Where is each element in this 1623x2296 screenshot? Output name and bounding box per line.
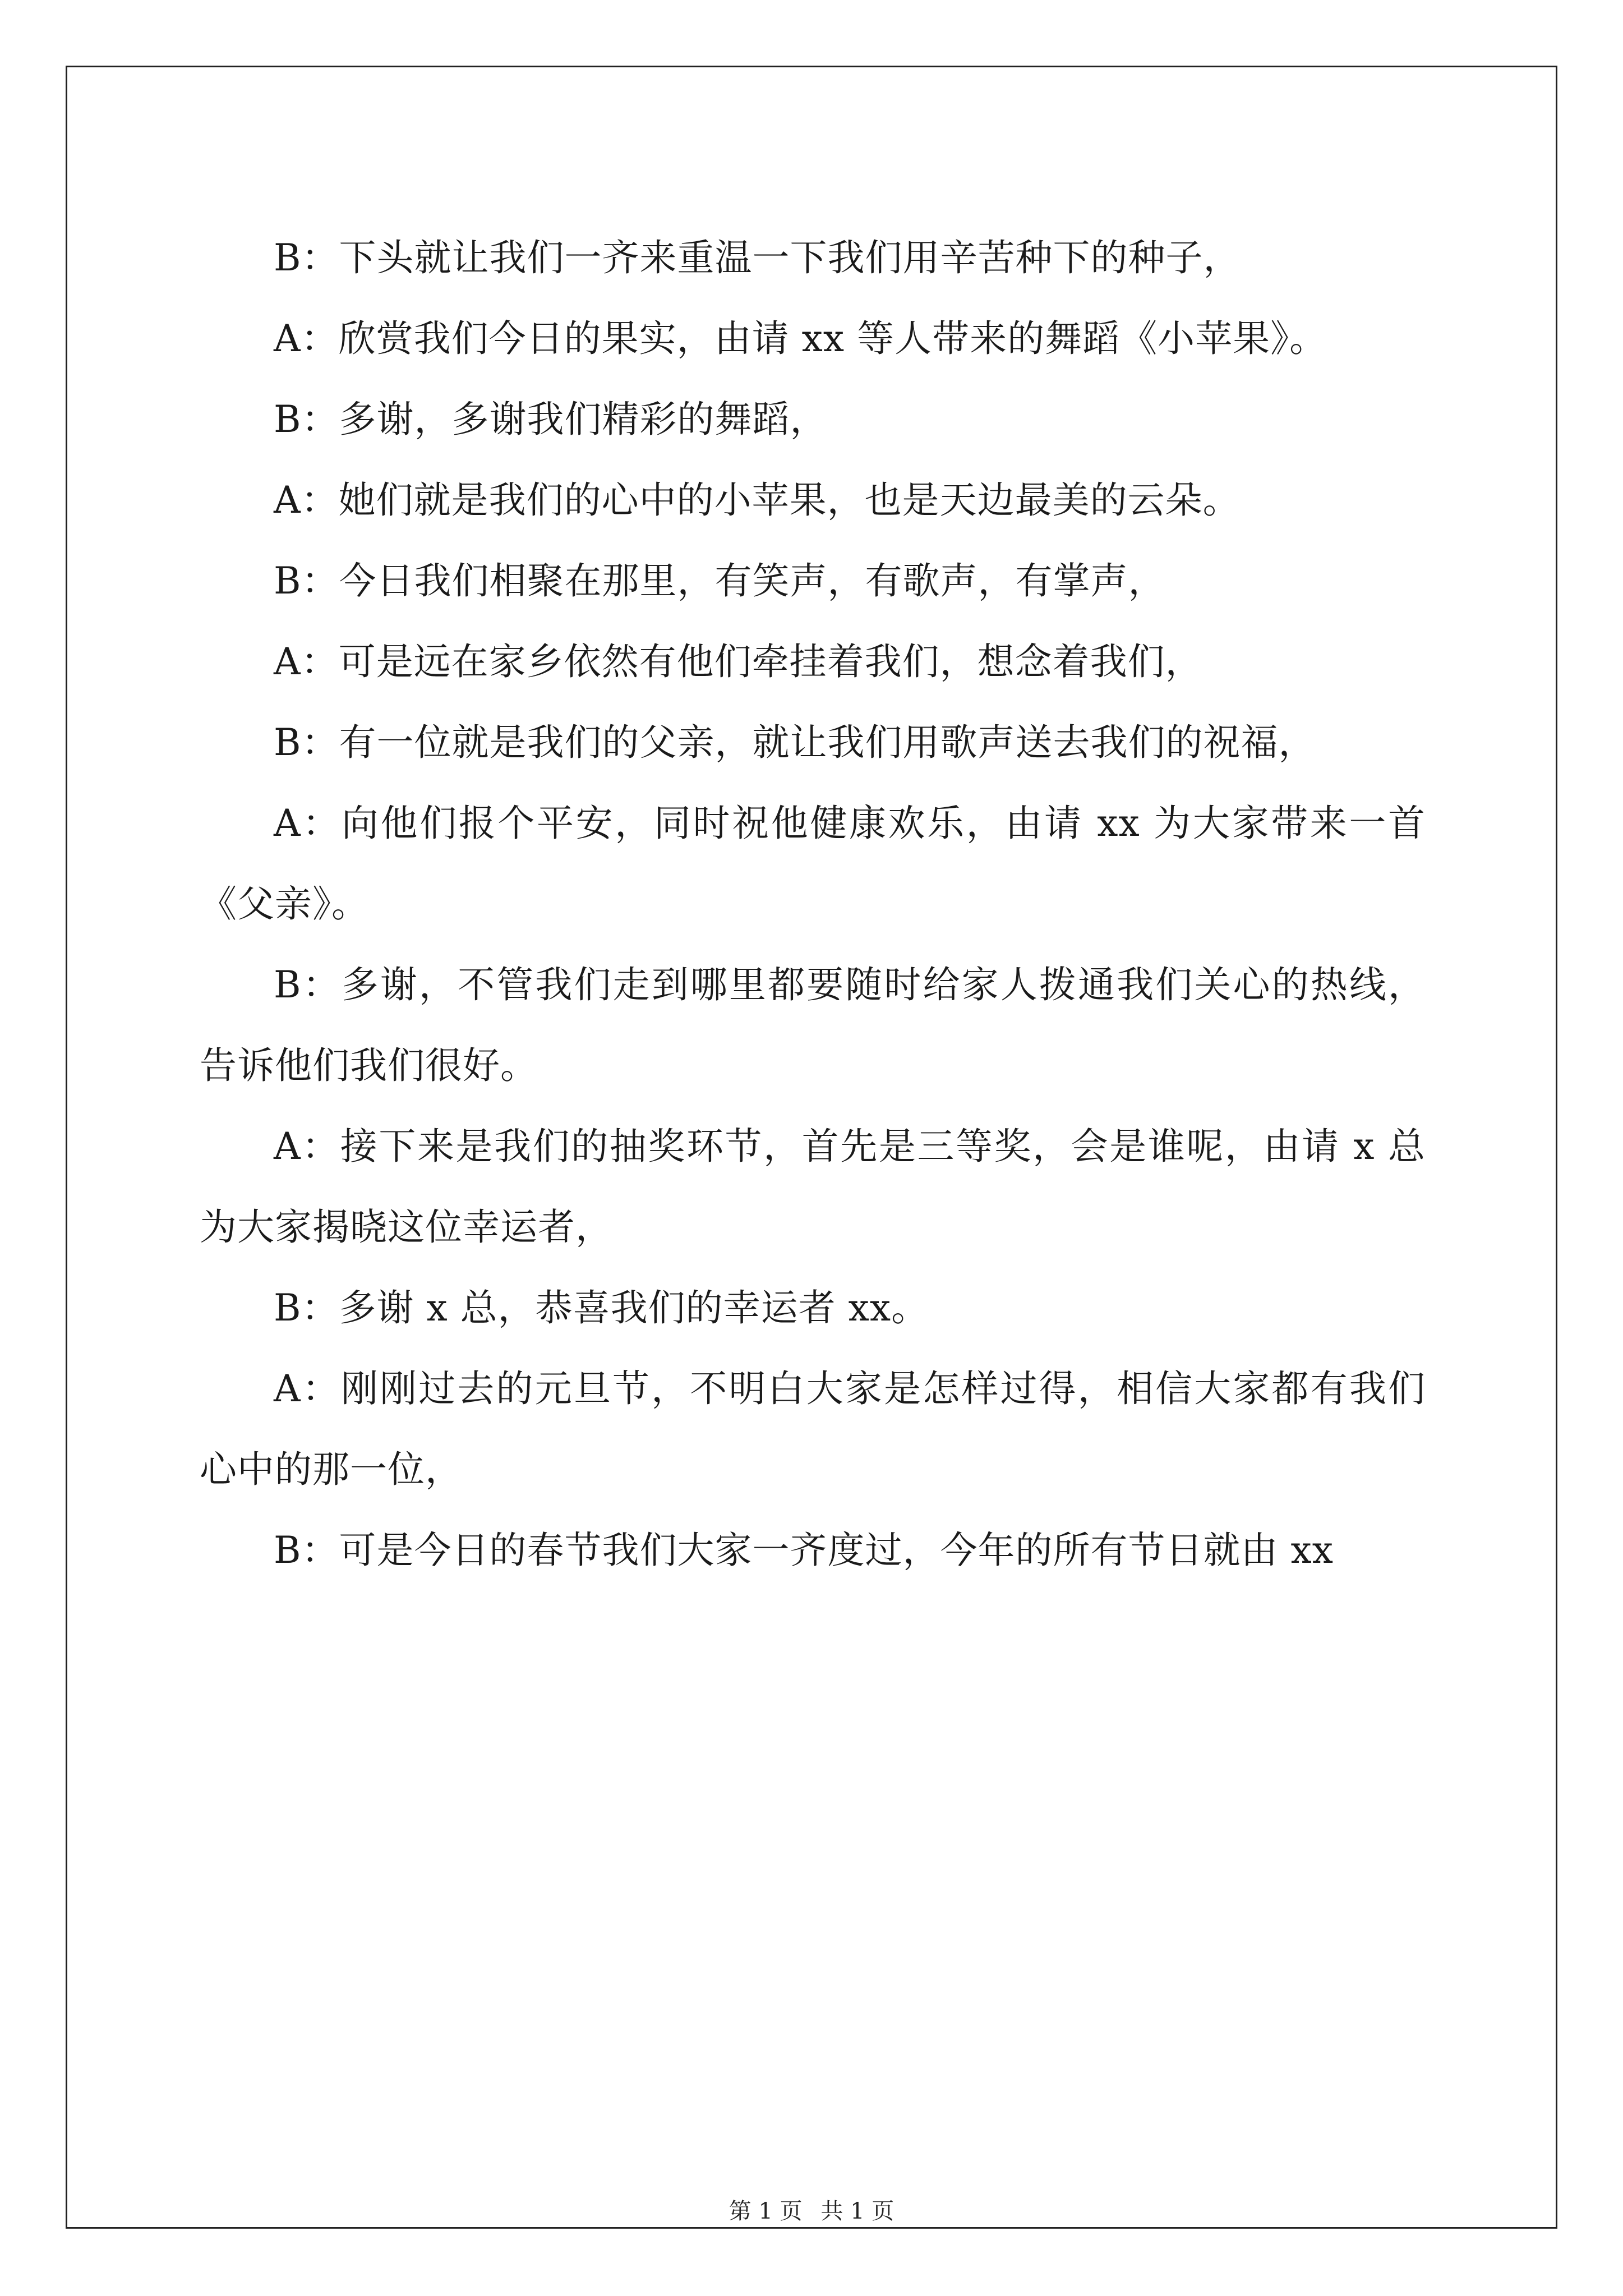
paragraph: A：可是远在家乡依然有他们牵挂着我们，想念着我们，	[274, 640, 1203, 683]
paragraph: B：有一位就是我们的父亲，就让我们用歌声送去我们的祝福，	[274, 721, 1316, 764]
paragraph: B：下头就让我们一齐来重温一下我们用辛苦种下的种子，	[274, 236, 1241, 279]
paragraph: A：接下来是我们的抽奖环节，首先是三等奖，会是谁呢，由请 x 总为大家揭晓这位幸运者，	[200, 1125, 1426, 1249]
paragraph: A：刚刚过去的元旦节，不明白大家是怎样过得，相信大家都有我们心中的那一位，	[200, 1367, 1426, 1491]
page-total: 共 1 页	[820, 2198, 895, 2224]
paragraph: B：多谢，不管我们走到哪里都要随时给家人拨通我们关心的热线，告诉他们我们很好。	[200, 963, 1426, 1087]
paragraph: A：欣赏我们今日的果实，由请 xx 等人带来的舞蹈《小苹果》。	[274, 317, 1327, 360]
paragraph: B：今日我们相聚在那里，有笑声，有歌声，有掌声，	[274, 559, 1166, 602]
paragraph: A：向他们报个平安，同时祝他健康欢乐，由请 xx 为大家带来一首《父亲》。	[200, 802, 1426, 926]
paragraph: A：她们就是我们的心中的小苹果，也是天边最美的云朵。	[274, 478, 1241, 522]
page-footer	[0, 2198, 1623, 2225]
paragraph: B：多谢 x 总，恭喜我们的幸运者 xx。	[274, 1286, 929, 1329]
paragraph: B：多谢，多谢我们精彩的舞蹈，	[274, 398, 828, 441]
paragraph: B：可是今日的春节我们大家一齐度过，今年的所有节日就由 xx	[274, 1529, 1334, 1572]
page-number: 第 1 页	[728, 2198, 803, 2224]
document-body	[200, 218, 1426, 1591]
